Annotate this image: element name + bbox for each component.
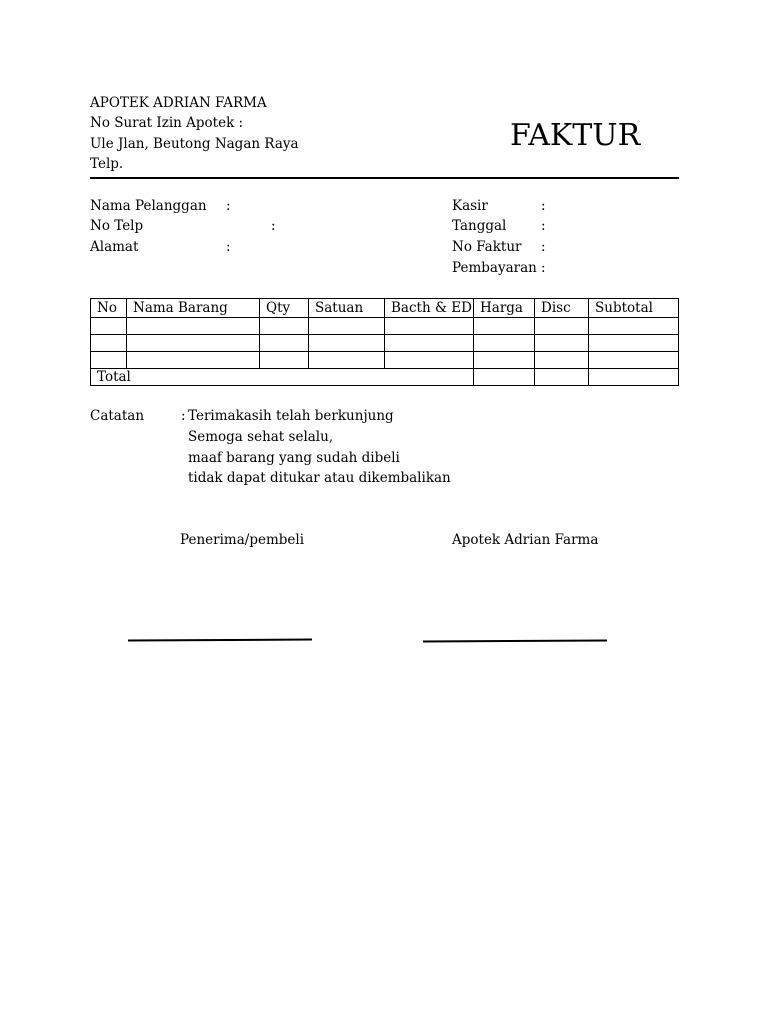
column-header-qty: Qty — [260, 299, 309, 318]
field-label-invoice-no: No Faktur — [452, 239, 522, 255]
field-sep-customer-name: : — [226, 198, 231, 214]
notes-line-1: Terimakasih telah berkunjung — [188, 408, 394, 424]
field-sep-address: : — [226, 239, 231, 255]
column-header-item-name: Nama Barang — [127, 299, 260, 318]
table-cell — [260, 352, 309, 369]
field-sep-phone: : — [271, 218, 276, 234]
column-header-batch-ed: Bacth & ED — [385, 299, 474, 318]
table-cell — [474, 335, 535, 352]
total-label: Total — [91, 369, 474, 386]
table-cell — [309, 352, 385, 369]
table-cell — [474, 352, 535, 369]
field-label-address: Alamat — [90, 239, 139, 255]
field-sep-date: : — [541, 218, 546, 234]
table-row — [91, 318, 679, 335]
table-cell — [260, 335, 309, 352]
field-sep-cashier: : — [541, 198, 546, 214]
company-address: Ule Jlan, Beutong Nagan Raya — [90, 136, 299, 152]
table-cell — [589, 318, 679, 335]
table-cell — [127, 352, 260, 369]
field-label-cashier: Kasir — [452, 198, 488, 214]
column-header-no: No — [91, 299, 127, 318]
total-cell-disc — [535, 369, 589, 386]
table-header-row — [91, 299, 679, 318]
table-total-row — [91, 369, 679, 386]
table-cell — [535, 352, 589, 369]
table-cell — [535, 318, 589, 335]
table-cell — [589, 352, 679, 369]
table-cell — [91, 335, 127, 352]
signature-line-pharmacy — [423, 640, 607, 643]
field-label-customer-name: Nama Pelanggan — [90, 198, 207, 214]
table-cell — [589, 335, 679, 352]
total-cell-price — [474, 369, 535, 386]
column-header-subtotal: Subtotal — [589, 299, 679, 318]
signature-label-receiver: Penerima/pembeli — [180, 532, 305, 548]
table-cell — [535, 335, 589, 352]
table-cell — [474, 318, 535, 335]
field-sep-invoice-no: : — [541, 239, 546, 255]
table-cell — [385, 335, 474, 352]
field-label-payment: Pembayaran — [452, 260, 537, 276]
column-header-unit: Satuan — [309, 299, 385, 318]
notes-line-2: Semoga sehat selalu, — [188, 429, 334, 445]
table-row — [91, 335, 679, 352]
signature-label-pharmacy: Apotek Adrian Farma — [452, 532, 599, 548]
table-cell — [385, 318, 474, 335]
table-cell — [127, 318, 260, 335]
company-license: No Surat Izin Apotek : — [90, 115, 244, 131]
field-label-date: Tanggal — [452, 218, 507, 234]
table-cell — [91, 318, 127, 335]
column-header-disc: Disc — [535, 299, 589, 318]
table-cell — [309, 335, 385, 352]
field-label-phone: No Telp — [90, 218, 144, 234]
company-name: APOTEK ADRIAN FARMA — [90, 95, 267, 111]
notes-line-4: tidak dapat ditukar atau dikembalikan — [188, 470, 451, 486]
column-header-price: Harga — [474, 299, 535, 318]
company-phone: Telp. — [90, 156, 124, 172]
table-row — [91, 352, 679, 369]
table-cell — [385, 352, 474, 369]
field-sep-payment: : — [541, 260, 546, 276]
notes-line-3: maaf barang yang sudah dibeli — [188, 450, 400, 466]
table-cell — [91, 352, 127, 369]
items-table — [90, 298, 679, 386]
header-divider — [90, 177, 679, 179]
table-cell — [309, 318, 385, 335]
notes-sep: : — [181, 408, 186, 424]
signature-line-receiver — [128, 639, 312, 642]
total-cell-subtotal — [589, 369, 679, 386]
document-title: FAKTUR — [510, 118, 641, 153]
table-cell — [260, 318, 309, 335]
notes-label: Catatan — [90, 408, 145, 424]
table-cell — [127, 335, 260, 352]
